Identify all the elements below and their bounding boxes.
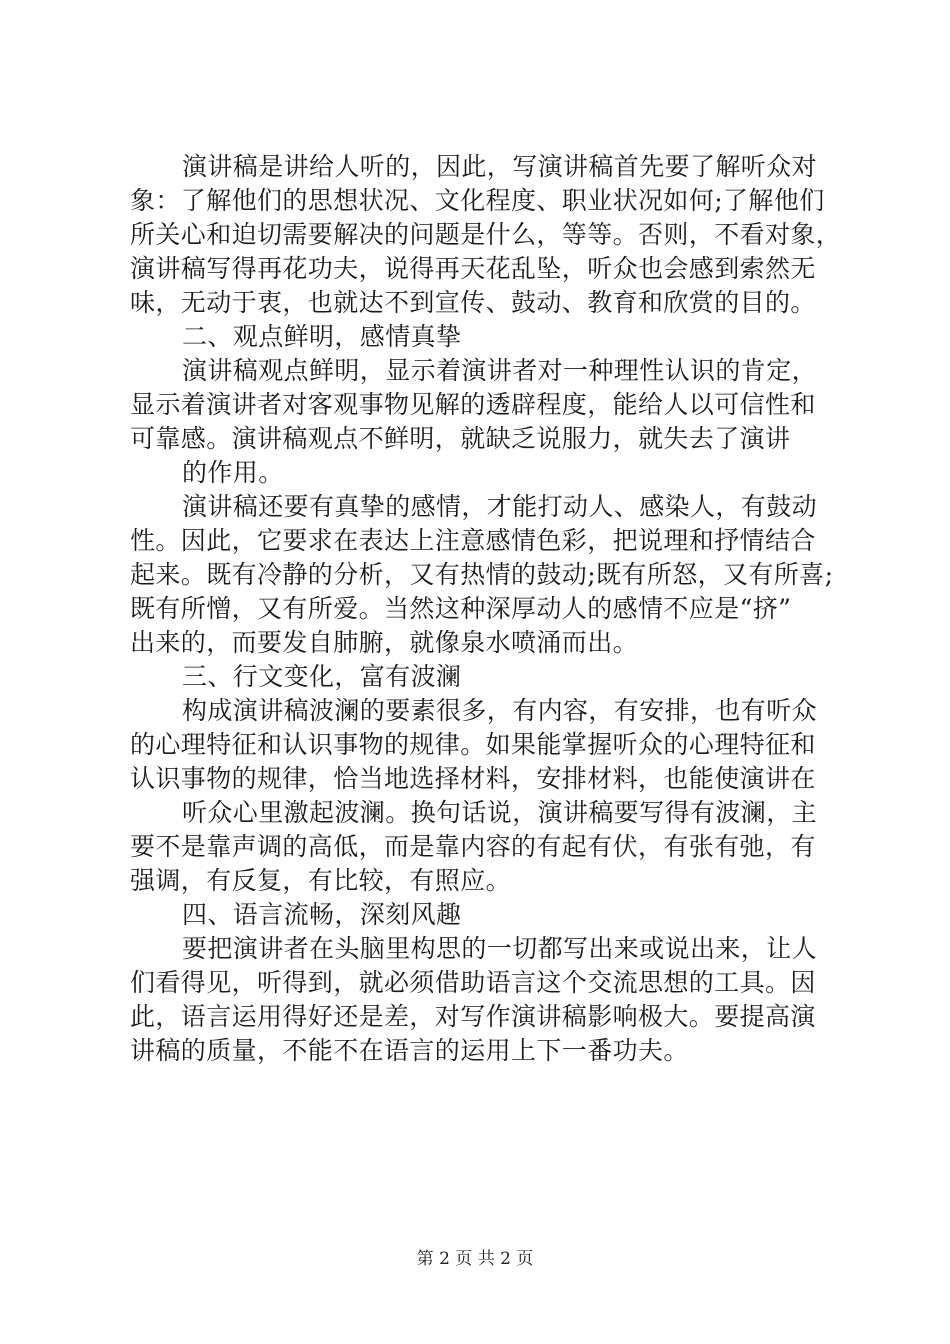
text-line: 演讲稿观点鲜明，显示着演讲者对一种理性认识的肯定， <box>182 356 818 385</box>
text-line: 象：了解他们的思想状况、文化程度、职业状况如何;了解他们 <box>130 186 825 215</box>
text-line: 听众心里激起波澜。换句话说，演讲稿要写得有波澜，主 <box>182 798 818 827</box>
document-body <box>130 150 842 1068</box>
text-line: 构成演讲稿波澜的要素很多，有内容，有安排，也有听众 <box>182 696 818 725</box>
text-line: 演讲稿是讲给人听的，因此，写演讲稿首先要了解听众对 <box>182 152 818 181</box>
text-line: 二、观点鲜明，感情真挚 <box>182 322 462 351</box>
text-line: 此，语言运用得好还是差，对写作演讲稿影响极大。要提高演 <box>130 1002 816 1031</box>
text-line: 可靠感。演讲稿观点不鲜明，就缺乏说服力，就失去了演讲 <box>130 424 791 453</box>
text-line: 认识事物的规律，恰当地选择材料，安排材料，也能使演讲在 <box>130 764 816 793</box>
text-line: 演讲稿写得再花功夫，说得再天花乱坠，听众也会感到索然无 <box>130 254 816 283</box>
text-line: 讲稿的质量，不能不在语言的运用上下一番功夫。 <box>130 1036 689 1065</box>
text-line: 味，无动于衷，也就达不到宣传、鼓动、教育和欣赏的目的。 <box>130 288 816 317</box>
text-line: 的作用。 <box>182 458 284 487</box>
text-line: 出来的，而要发自肺腑，就像泉水喷涌而出。 <box>130 628 639 657</box>
text-line: 三、行文变化，富有波澜 <box>182 662 462 691</box>
page-number-footer: 第 2 页 共 2 页 <box>416 1249 534 1269</box>
text-line: 演讲稿还要有真挚的感情，才能打动人、感染人，有鼓动 <box>182 492 818 521</box>
text-line: 强调，有反复，有比较，有照应。 <box>130 866 512 895</box>
text-line: 要把演讲者在头脑里构思的一切都写出来或说出来，让人 <box>182 934 818 963</box>
text-line: 显示着演讲者对客观事物见解的透辟程度，能给人以可信性和 <box>130 390 816 419</box>
text-line: 们看得见，听得到，就必须借助语言这个交流思想的工具。因 <box>130 968 816 997</box>
text-line: 要不是靠声调的高低，而是靠内容的有起有伏，有张有弛，有 <box>130 832 816 861</box>
text-line: 所关心和迫切需要解决的问题是什么，等等。否则，不看对象， <box>130 220 842 249</box>
text-line: 性。因此，它要求在表达上注意感情色彩，把说理和抒情结合 <box>130 526 816 555</box>
text-line: 的心理特征和认识事物的规律。如果能掌握听众的心理特征和 <box>130 730 816 759</box>
text-line: 四、语言流畅，深刻风趣 <box>182 900 462 929</box>
text-line: 既有所憎，又有所爱。当然这种深厚动人的感情不应是“挤” <box>130 594 792 623</box>
text-line: 起来。既有冷静的分析，又有热情的鼓动;既有所怒，又有所喜; <box>130 560 834 589</box>
